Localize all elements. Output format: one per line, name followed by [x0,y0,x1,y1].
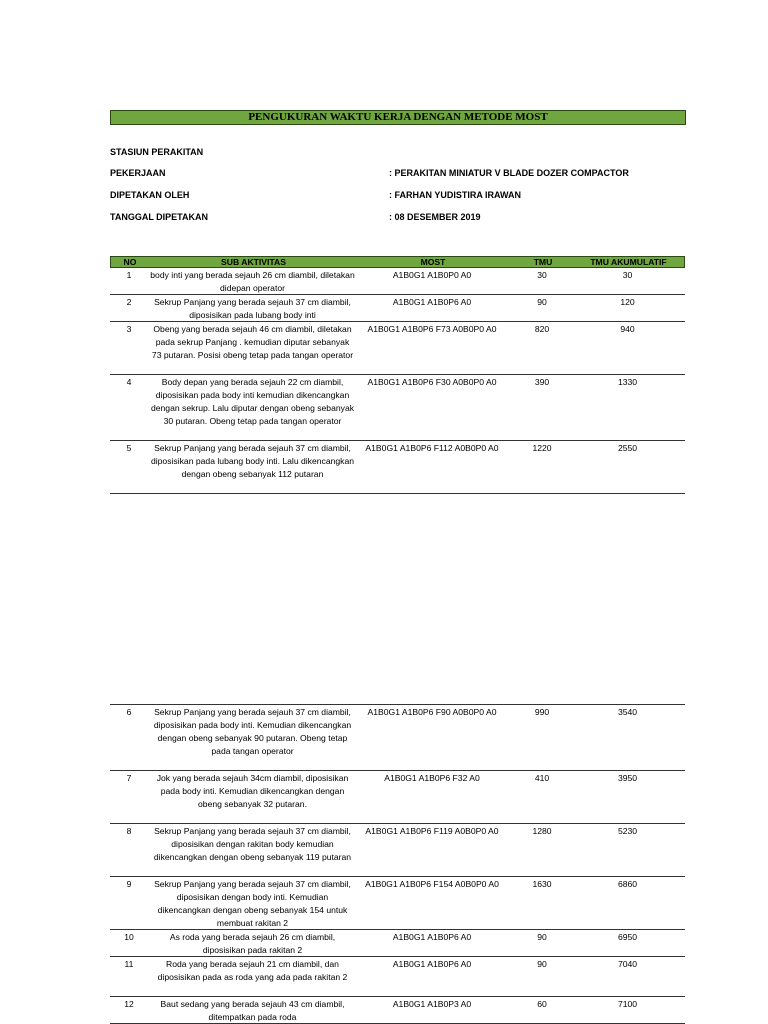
cell-no: 11 [124,959,134,969]
header-no: NO [123,257,137,267]
cell-tmu: 60 [537,999,547,1009]
info-label: TANGGAL DIPETAKAN [110,212,208,222]
cell-no: 5 [126,443,132,453]
header-most: MOST [420,257,446,267]
cell-tmu-akumulatif: 3540 [617,707,638,717]
cell-most: A1B0G1 A1B0P0 A0 [392,270,472,280]
info-value: : 08 DESEMBER 2019 [389,212,481,222]
table-row [110,997,685,1024]
cell-tmu-akumulatif: 1330 [617,377,638,387]
cell-tmu: 90 [537,932,547,942]
cell-tmu-akumulatif: 5230 [617,826,638,836]
cell-most: A1B0G1 A1B0P6 F73 A0B0P0 A0 [367,324,497,334]
cell-no: 7 [126,773,132,783]
cell-no: 1 [126,270,132,280]
table-row [110,957,685,997]
cell-tmu-akumulatif: 3950 [617,773,638,783]
cell-most: A1B0G1 A1B0P3 A0 [392,999,472,1009]
table-row [110,322,685,375]
info-label: PEKERJAAN [110,168,166,178]
cell-no: 10 [124,932,134,942]
cell-tmu-akumulatif: 7100 [617,999,638,1009]
header-tmu-akumulatif: TMU AKUMULATIF [590,257,667,267]
cell-sub-aktivitas: As roda yang berada sejauh 26 cm diambil, diposisikan pada rakitan 2 [169,932,336,955]
cell-sub-aktivitas: Sekrup Panjang yang berada sejauh 37 cm diambil, diposisikan dengan body inti. Kemudian dikencangkan dengan obeng sebanyak 154 untuk membuat rakitan 2 [154,879,351,928]
table-row [110,824,685,877]
cell-tmu: 1280 [532,826,552,836]
cell-no: 8 [126,826,132,836]
cell-no: 3 [126,324,132,334]
cell-no: 6 [126,707,132,717]
cell-most: A1B0G1 A1B0P6 F119 A0B0P0 A0 [365,826,499,836]
cell-most: A1B0G1 A1B0P6 F154 A0B0P0 A0 [365,879,499,889]
cell-tmu-akumulatif: 2550 [617,443,638,453]
info-value: : PERAKITAN MINIATUR V BLADE DOZER COMPACTOR [389,168,629,178]
cell-no: 9 [126,879,132,889]
cell-sub-aktivitas: Sekrup Panjang yang berada sejauh 37 cm diambil, diposisikan pada lubang body inti [154,297,351,320]
cell-no: 2 [126,297,132,307]
table-row [110,268,685,295]
cell-tmu-akumulatif: 7040 [617,959,638,969]
cell-sub-aktivitas: Sekrup Panjang yang berada sejauh 37 cm diambil, diposisikan pada lubang body inti. Lalu dikencangkan dengan obeng sebanyak 112 putaran [150,443,355,479]
cell-sub-aktivitas: Baut sedang yang berada sejauh 43 cm diambil, ditempatkan pada roda [160,999,345,1022]
info-label: DIPETAKAN OLEH [110,190,190,200]
table-row [110,705,685,771]
cell-sub-aktivitas: Jok yang berada sejauh 34cm diambil, diposisikan pada body inti. Kemudian dikencangkan dengan obeng sebanyak 32 putaran. [156,773,349,809]
cell-no: 4 [126,377,132,387]
most-table-page1 [110,256,685,496]
cell-tmu: 990 [534,707,550,717]
cell-tmu: 30 [537,270,547,280]
cell-most: A1B0G1 A1B0P6 A0 [392,959,472,969]
cell-tmu-akumulatif: 6860 [617,879,638,889]
table-row [110,771,685,824]
info-value: : FARHAN YUDISTIRA IRAWAN [389,190,522,200]
cell-sub-aktivitas: Roda yang berada sejauh 21 cm diambil, dan diposisikan pada as roda yang ada pada rakitan 2 [157,959,348,982]
table-row [110,375,685,441]
table-row [110,877,685,930]
header-sub-aktivitas: SUB AKTIVITAS [221,257,286,267]
most-table-page2 [110,705,685,1024]
cell-most: A1B0G1 A1B0P6 F90 A0B0P0 A0 [367,707,497,717]
cell-most: A1B0G1 A1B0P6 F112 A0B0P0 A0 [365,443,499,453]
cell-sub-aktivitas: body inti yang berada sejauh 26 cm diambil, diletakan didepan operator [150,270,355,293]
cell-sub-aktivitas: Sekrup Panjang yang berada sejauh 37 cm diambil, diposisikan pada body inti. Kemudian dikencangkan dengan obeng sebanyak 90 putaran. Obeng tetap pada tangan operator [153,707,352,756]
cell-sub-aktivitas: Obeng yang berada sejauh 46 cm diambil, diletakan pada sekrup Panjang . kemudian diputar sebanyak 73 putaran. Posisi obeng tetap pada tangan operator [151,324,354,360]
cell-most: A1B0G1 A1B0P6 A0 [392,297,472,307]
cell-tmu-akumulatif: 6950 [617,932,638,942]
table-header [110,256,685,268]
cell-tmu: 820 [534,324,550,334]
cell-most: A1B0G1 A1B0P6 F32 A0 [384,773,480,783]
table-row [110,930,685,957]
header-tmu: TMU [533,257,553,267]
table-row [110,441,685,494]
cell-most: A1B0G1 A1B0P6 A0 [392,932,472,942]
cell-no: 12 [124,999,134,1009]
cell-tmu: 1630 [532,879,552,889]
table-row [110,295,685,322]
cell-tmu-akumulatif: 120 [620,297,635,307]
cell-tmu: 1220 [532,443,552,453]
cell-most: A1B0G1 A1B0P6 F30 A0B0P0 A0 [367,377,497,387]
cell-sub-aktivitas: Sekrup Panjang yang berada sejauh 37 cm diambil, diposisikan dengan rakitan body kemudian dikencangkan dengan obeng sebanyak 119 putaran [153,826,352,862]
cell-sub-aktivitas: Body depan yang berada sejauh 22 cm diambil, diposisikan pada body inti kemudian dikencangkan dengan sekrup. Lalu diputar dengan obeng sebanyak 30 putaran. Obeng tetap pada tangan operator [150,377,355,426]
info-label: STASIUN PERAKITAN [110,147,204,157]
cell-tmu: 410 [534,773,550,783]
cell-tmu-akumulatif: 940 [620,324,635,334]
document-title: PENGUKURAN WAKTU KERJA DENGAN METODE MOST [110,110,686,125]
cell-tmu: 390 [534,377,550,387]
cell-tmu-akumulatif: 30 [622,270,633,280]
cell-tmu: 90 [537,297,547,307]
cell-tmu: 90 [537,959,547,969]
